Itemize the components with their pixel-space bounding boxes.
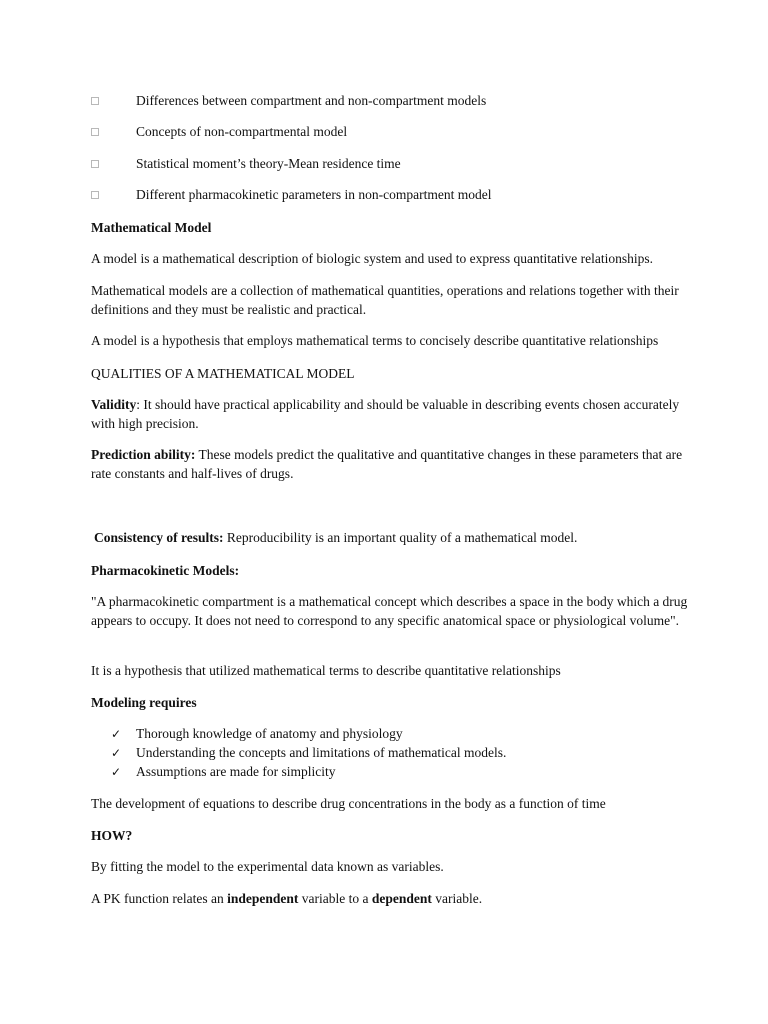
paragraph: A model is a mathematical description of biologic system and used to express quantitative relationships. [91,251,654,266]
bullet-box-icon [91,160,99,168]
section-heading: Pharmacokinetic Models: [91,563,240,578]
section-heading: QUALITIES OF A MATHEMATICAL MODEL [91,366,355,381]
section-heading: HOW? [91,828,133,843]
checkmark-icon: ✓ [111,727,122,741]
paragraph: Mathematical models are a collection of mathematical quantities, operations and relations together with their definitions and they must be realistic and practical. [91,283,679,317]
paragraph-consistency: Consistency of results: Reproducibility is an important quality of a mathematical model. [94,530,578,545]
bullet-item: Concepts of non-compartmental model [136,124,348,139]
bullet-box-icon [91,191,99,199]
bullet-item: Differences between compartment and non-compartment models [136,93,487,108]
bullet-box-icon [91,128,99,136]
checkmark-icon: ✓ [111,746,122,760]
paragraph: A model is a hypothesis that employs mathematical terms to concisely describe quantitative relationships [91,333,659,348]
section-heading: Mathematical Model [91,220,212,235]
list-item: Understanding the concepts and limitations of mathematical models. [136,745,507,760]
paragraph-quote: "A pharmacokinetic compartment is a mathematical concept which describes a space in the body which a drug appears to occupy. It does not need to correspond to any specific anatomical space or physiological volume". [91,594,688,628]
list-item: Assumptions are made for simplicity [136,764,336,779]
bullet-box-icon [91,97,99,105]
checkmark-icon: ✓ [111,765,122,779]
paragraph: It is a hypothesis that utilized mathematical terms to describe quantitative relationships [91,663,561,678]
paragraph: The development of equations to describe drug concentrations in the body as a function of time [91,796,606,811]
paragraph-validity: Validity: It should have practical applicability and should be valuable in describing events chosen accurately with high precision. [91,397,680,431]
bullet-item: Statistical moment’s theory-Mean residence time [136,156,401,171]
bullet-item: Different pharmacokinetic parameters in non-compartment model [136,187,492,202]
paragraph-pk-function: A PK function relates an independent variable to a dependent variable. [91,891,483,906]
section-heading: Modeling requires [91,695,197,710]
list-item: Thorough knowledge of anatomy and physiology [136,726,403,741]
paragraph: By fitting the model to the experimental data known as variables. [91,859,444,874]
paragraph-prediction: Prediction ability: These models predict the qualitative and quantitative changes in these parameters that are rate constants and half-lives of drugs. [91,447,683,481]
